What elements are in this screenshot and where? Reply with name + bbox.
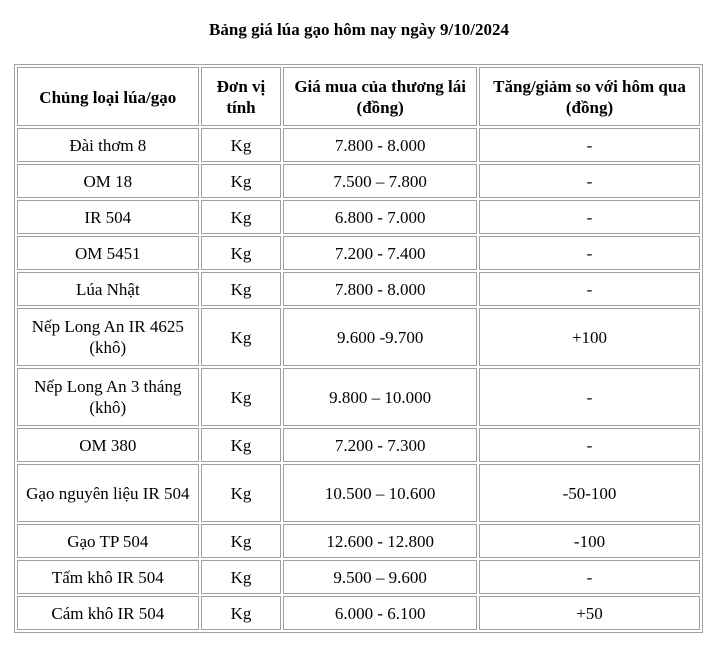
cell-change: - xyxy=(479,560,700,594)
table-row xyxy=(17,164,700,198)
rice-price-table xyxy=(14,64,703,633)
cell-unit: Kg xyxy=(201,428,282,462)
cell-unit: Kg xyxy=(201,560,282,594)
cell-price: 9.800 – 10.000 xyxy=(283,368,477,426)
cell-change: -100 xyxy=(479,524,700,558)
cell-variety: OM 380 xyxy=(17,428,199,462)
cell-price: 10.500 – 10.600 xyxy=(283,464,477,522)
cell-price: 6.800 - 7.000 xyxy=(283,200,477,234)
table-header-row xyxy=(17,67,700,126)
header-variety: Chủng loại lúa/gạo xyxy=(17,67,199,126)
cell-unit: Kg xyxy=(201,308,282,366)
cell-change: - xyxy=(479,164,700,198)
cell-variety: OM 18 xyxy=(17,164,199,198)
cell-price: 6.000 - 6.100 xyxy=(283,596,477,630)
header-change: Tăng/giảm so với hôm qua (đồng) xyxy=(479,67,700,126)
cell-unit: Kg xyxy=(201,596,282,630)
header-buying-price: Giá mua của thương lái (đồng) xyxy=(283,67,477,126)
page-title: Bảng giá lúa gạo hôm nay ngày 9/10/2024 xyxy=(209,20,509,39)
table-row xyxy=(17,200,700,234)
cell-price: 7.500 – 7.800 xyxy=(283,164,477,198)
cell-variety: Gạo nguyên liệu IR 504 xyxy=(17,464,199,522)
cell-price: 7.200 - 7.300 xyxy=(283,428,477,462)
table-row xyxy=(17,272,700,306)
cell-change: -50-100 xyxy=(479,464,700,522)
cell-change: - xyxy=(479,236,700,270)
cell-variety: OM 5451 xyxy=(17,236,199,270)
table-row xyxy=(17,128,700,162)
cell-change: - xyxy=(479,368,700,426)
cell-price: 7.800 - 8.000 xyxy=(283,272,477,306)
cell-change: - xyxy=(479,272,700,306)
header-unit: Đơn vị tính xyxy=(201,67,282,126)
cell-unit: Kg xyxy=(201,368,282,426)
cell-variety: IR 504 xyxy=(17,200,199,234)
table-row xyxy=(17,308,700,366)
cell-price: 9.600 -9.700 xyxy=(283,308,477,366)
cell-unit: Kg xyxy=(201,200,282,234)
cell-price: 12.600 - 12.800 xyxy=(283,524,477,558)
cell-unit: Kg xyxy=(201,236,282,270)
cell-change: +50 xyxy=(479,596,700,630)
cell-variety: Đài thơm 8 xyxy=(17,128,199,162)
cell-unit: Kg xyxy=(201,164,282,198)
table-row xyxy=(17,560,700,594)
cell-unit: Kg xyxy=(201,464,282,522)
table-row xyxy=(17,236,700,270)
cell-price: 7.800 - 8.000 xyxy=(283,128,477,162)
cell-change: - xyxy=(479,428,700,462)
table-row xyxy=(17,464,700,522)
cell-variety: Tấm khô IR 504 xyxy=(17,560,199,594)
cell-price: 7.200 - 7.400 xyxy=(283,236,477,270)
cell-variety: Lúa Nhật xyxy=(17,272,199,306)
cell-change: - xyxy=(479,128,700,162)
cell-change: - xyxy=(479,200,700,234)
table-row xyxy=(17,428,700,462)
table-row xyxy=(17,368,700,426)
cell-variety: Gạo TP 504 xyxy=(17,524,199,558)
table-row xyxy=(17,524,700,558)
cell-change: +100 xyxy=(479,308,700,366)
cell-price: 9.500 – 9.600 xyxy=(283,560,477,594)
cell-unit: Kg xyxy=(201,128,282,162)
cell-variety: Nếp Long An IR 4625 (khô) xyxy=(17,308,199,366)
cell-variety: Cám khô IR 504 xyxy=(17,596,199,630)
table-row xyxy=(17,596,700,630)
cell-unit: Kg xyxy=(201,272,282,306)
cell-variety: Nếp Long An 3 tháng (khô) xyxy=(17,368,199,426)
cell-unit: Kg xyxy=(201,524,282,558)
